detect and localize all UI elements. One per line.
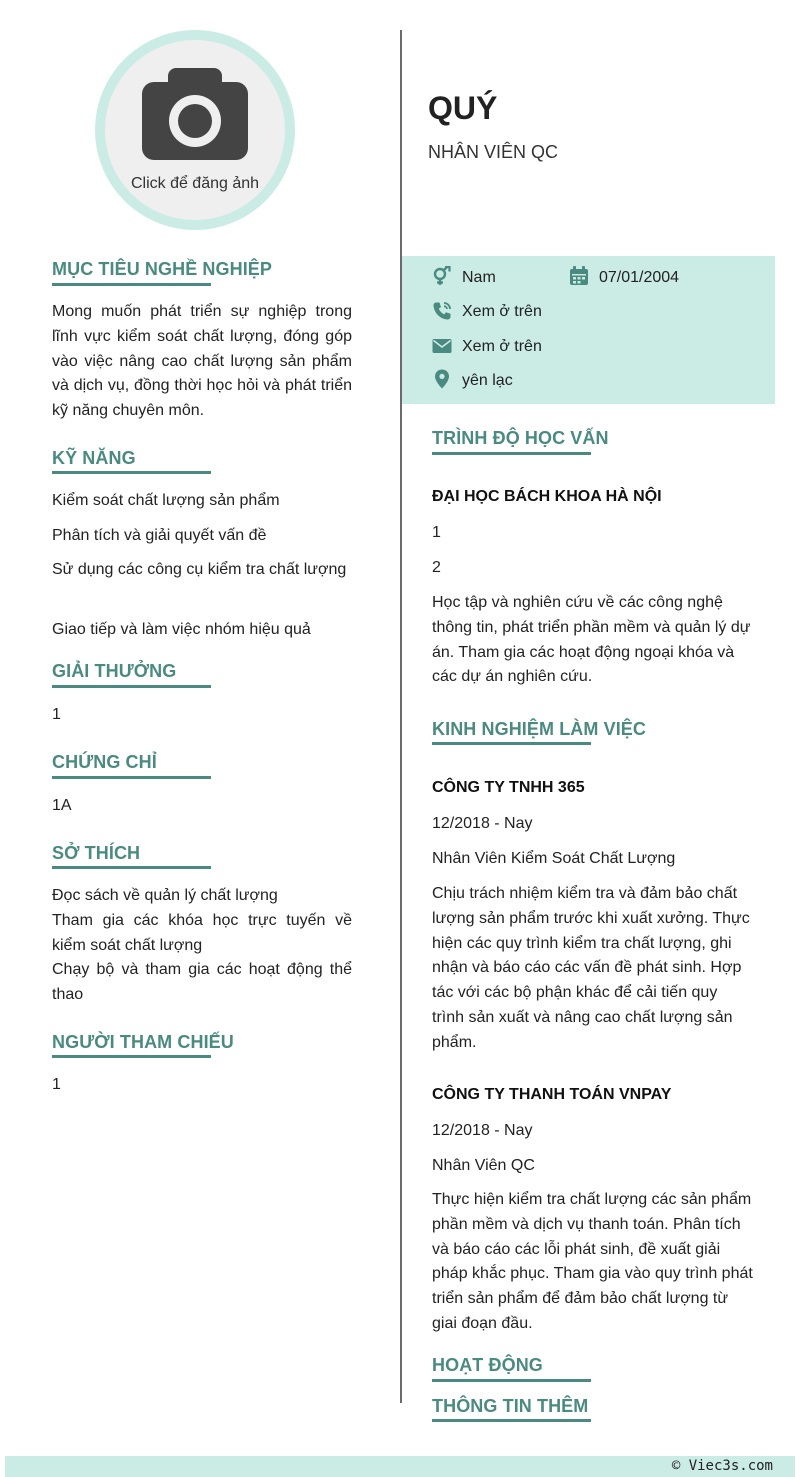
camera-icon	[142, 68, 248, 162]
experience-heading: KINH NGHIỆM LÀM VIỆC	[432, 719, 647, 739]
skills-heading: KỸ NĂNG	[52, 448, 136, 468]
certificates-text: 1A	[52, 797, 72, 814]
education-description: Học tập và nghiên cứu về các công nghệ thông tin, phát triển phần mềm và quản lý dự án. Tham gia các hoạt động ngoại khóa và các dự án nghiên cứu.	[432, 594, 751, 686]
objective-text: Mong muốn phát triển sự nghiệp trong lĩnh vực kiểm soát chất lượng, đóng góp vào việc nâng cao chất lượng sản phẩm và dịch vụ, đồng thời học hỏi và phát triển kỹ năng chuyên môn.	[52, 303, 352, 420]
hobbies-heading: SỞ THÍCH	[52, 843, 141, 863]
footer-bar	[5, 1456, 795, 1477]
hobby-item: Đọc sách về quản lý chất lượng	[52, 887, 278, 904]
avatar-upload[interactable]	[95, 30, 295, 230]
gender-icon	[432, 266, 452, 286]
additional-info-underline	[432, 1419, 591, 1422]
references-underline	[52, 1055, 211, 1058]
email-value: Xem ở trên	[462, 338, 542, 355]
job-description: Thực hiện kiểm tra chất lượng các sản phẩm phần mềm và dịch vụ thanh toán. Phân tích và báo cáo các lỗi phát sinh, đề xuất giải pháp khắc phục. Tham gia vào quy trình phát triển sản phẩm để đảm bảo chất lượng từ giai đoạn đầu.	[432, 1191, 753, 1332]
job-role: Nhân Viên Kiểm Soát Chất Lượng	[432, 850, 676, 867]
skill-item: Giao tiếp và làm việc nhóm hiệu quả	[52, 621, 311, 638]
phone-icon	[432, 301, 452, 321]
avatar[interactable]	[105, 40, 285, 220]
skills-underline	[52, 471, 211, 474]
awards-text: 1	[52, 706, 61, 723]
job-period: 12/2018 - Nay	[432, 815, 533, 832]
education-heading: TRÌNH ĐỘ HỌC VẤN	[432, 428, 609, 448]
avatar-caption: Click để đăng ảnh	[130, 175, 260, 192]
contact-info-box	[402, 256, 775, 404]
skill-item: Kiểm soát chất lượng sản phẩm	[52, 492, 280, 509]
activities-heading: HOẠT ĐỘNG	[432, 1355, 543, 1375]
job-description: Chịu trách nhiệm kiểm tra và đảm bảo chất lượng sản phẩm trước khi xuất xưởng. Thực hiện các quy trình kiểm tra chất lượng, ghi nhận và báo cáo các vấn đề phát sinh. Hợp tác với các bộ phận khác để cải tiến quy trình sản xuất và nâng cao chất lượng sản phẩm.	[432, 885, 750, 1051]
job-company: CÔNG TY THANH TOÁN VNPAY	[432, 1086, 672, 1103]
job-role: Nhân Viên QC	[432, 1157, 535, 1174]
job-company: CÔNG TY TNHH 365	[432, 779, 585, 796]
hobby-item: Chạy bộ và tham gia các hoạt động thể thao	[52, 961, 352, 1003]
certificates-underline	[52, 776, 211, 779]
candidate-name: QUÝ	[428, 90, 498, 126]
school-name: ĐẠI HỌC BÁCH KHOA HÀ NỘI	[432, 488, 662, 505]
candidate-position: NHÂN VIÊN QC	[428, 142, 559, 162]
activities-underline	[432, 1379, 591, 1382]
education-line-2: 2	[432, 559, 441, 576]
references-heading: NGƯỜI THAM CHIẾU	[52, 1032, 234, 1052]
experience-underline	[432, 742, 591, 745]
objective-underline	[52, 283, 211, 286]
email-icon	[432, 336, 452, 356]
hobby-item: Tham gia các khóa học trực tuyến về kiểm soát chất lượng	[52, 912, 352, 954]
footer-credit[interactable]: © Viec3s.com	[671, 1458, 773, 1474]
education-line-1: 1	[432, 524, 441, 541]
certificates-heading: CHỨNG CHỈ	[52, 752, 157, 772]
references-text: 1	[52, 1076, 61, 1093]
skill-item: Phân tích và giải quyết vấn đề	[52, 527, 267, 544]
gender-value: Nam	[462, 269, 496, 286]
awards-underline	[52, 685, 211, 688]
calendar-icon	[569, 266, 589, 286]
objective-heading: MỤC TIÊU NGHỀ NGHIỆP	[52, 259, 273, 279]
location-icon	[432, 369, 452, 389]
column-divider	[400, 30, 402, 1403]
job-period: 12/2018 - Nay	[432, 1122, 533, 1139]
hobbies-underline	[52, 866, 211, 869]
awards-heading: GIẢI THƯỞNG	[52, 661, 177, 681]
dob-value: 07/01/2004	[599, 269, 680, 286]
skill-item: Sử dụng các công cụ kiểm tra chất lượng	[52, 561, 347, 578]
education-underline	[432, 452, 591, 455]
phone-value: Xem ở trên	[462, 303, 542, 320]
address-value: yên lạc	[462, 372, 513, 389]
additional-info-heading: THÔNG TIN THÊM	[432, 1396, 589, 1416]
